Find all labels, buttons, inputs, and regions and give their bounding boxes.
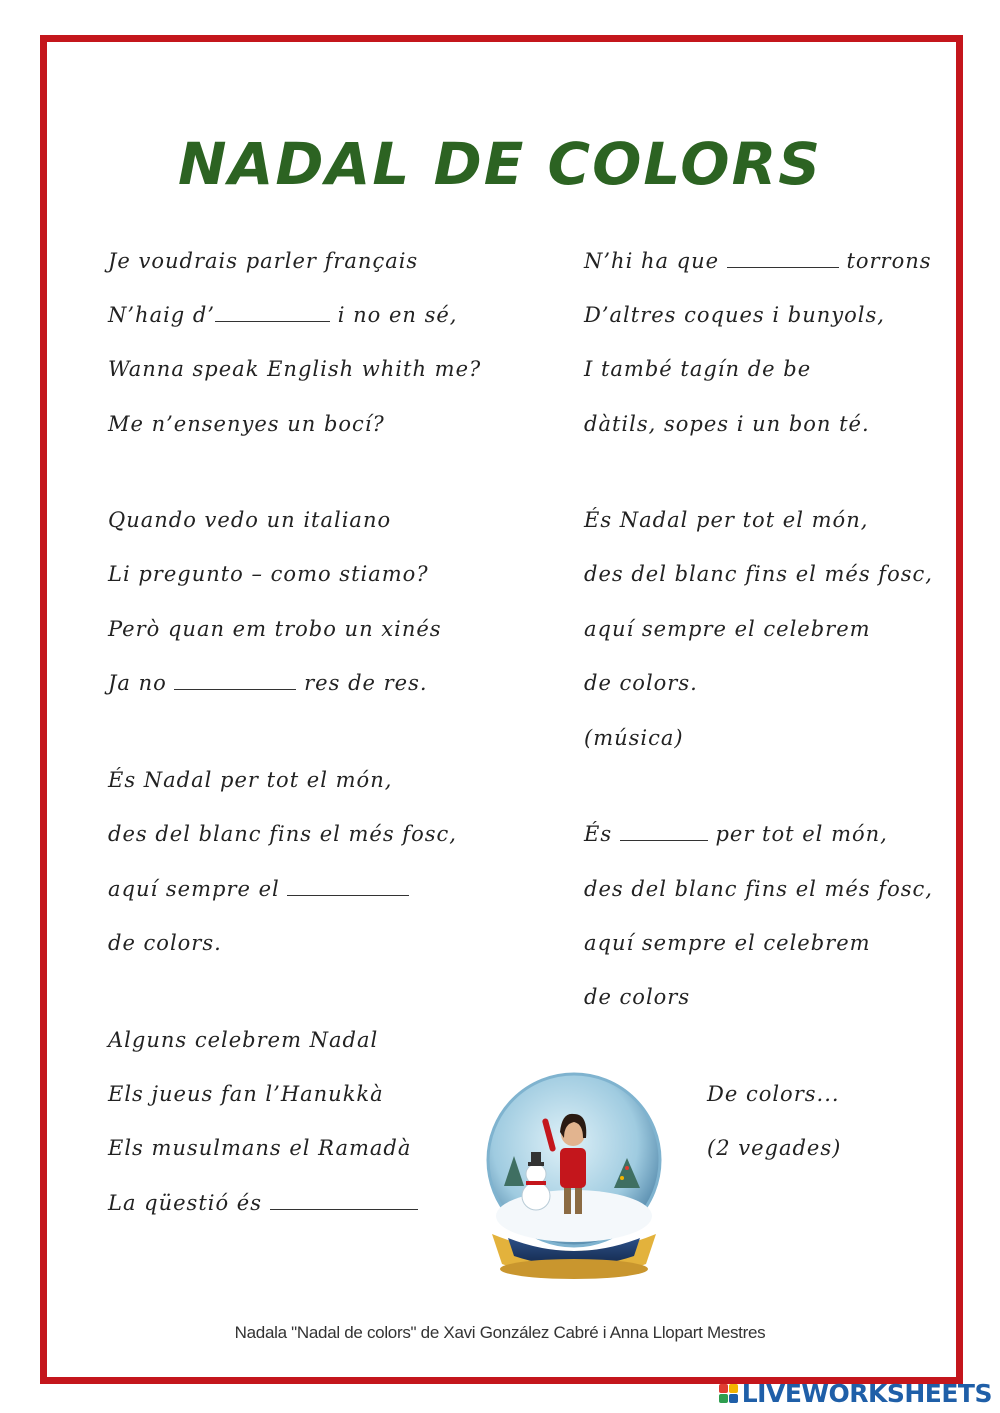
lyric-text: de colors. (108, 931, 222, 955)
lyric-text: des del blanc fins el més fosc, (108, 822, 457, 846)
brand-name: LIVEWORKSHEETS (741, 1378, 992, 1408)
lyric-text: de colors (584, 985, 691, 1009)
lyric-line (584, 670, 698, 696)
lyric-line (108, 248, 418, 274)
lyric-line (108, 670, 428, 696)
liveworksheets-mark-icon (719, 1384, 738, 1403)
lyric-line (584, 561, 933, 587)
lyric-text: i no en sé, (330, 303, 458, 327)
lyric-line (108, 1190, 418, 1216)
lyric-text: Je voudrais parler français (108, 249, 419, 273)
lyric-line (584, 930, 871, 956)
fill-in-blank[interactable] (727, 249, 839, 268)
lyric-text: aquí sempre el celebrem (584, 931, 871, 955)
lyric-text: des del blanc fins el més fosc, (584, 562, 933, 586)
snow-globe-illustration (484, 1068, 664, 1288)
lyric-line (584, 302, 885, 328)
page-title: NADAL DE COLORS (177, 130, 823, 198)
fill-in-blank[interactable] (270, 1191, 418, 1210)
lyric-text: dàtils, sopes i un bon té. (584, 412, 870, 436)
lyric-text: torrons (838, 249, 932, 273)
fill-in-blank[interactable] (287, 877, 409, 896)
fill-in-blank[interactable] (620, 822, 708, 841)
lyric-text: N’hi ha que (584, 249, 727, 273)
lyric-line (108, 302, 457, 328)
lyric-text: aquí sempre el (108, 877, 288, 901)
lyric-text: És (584, 822, 620, 846)
lyric-text: des del blanc fins el més fosc, (584, 877, 933, 901)
lyric-text: de colors. (584, 671, 698, 695)
lyric-line (108, 616, 442, 642)
fill-in-blank[interactable] (174, 671, 296, 690)
lyric-text: Wanna speak English whith me? (108, 357, 482, 381)
lyric-line (108, 561, 429, 587)
lyric-text: Me n’ensenyes un bocí? (108, 412, 385, 436)
lyric-line (108, 507, 391, 533)
lyric-text: per tot el món, (707, 822, 888, 846)
lyric-text: (música) (584, 726, 684, 750)
lyric-line (108, 1081, 384, 1107)
lyric-text: Ja no (108, 671, 175, 695)
lyric-text: Els musulmans el Ramadà (108, 1136, 412, 1160)
lyric-text: D’altres coques i bunyols, (584, 303, 885, 327)
fill-in-blank[interactable] (215, 303, 330, 322)
song-credit: Nadala "Nadal de colors" de Xavi González Cabré i Anna Llopart Mestres (234, 1323, 766, 1342)
lyric-text: Els jueus fan l’Hanukkà (108, 1082, 384, 1106)
lyric-text: Alguns celebrem Nadal (108, 1028, 379, 1052)
lyric-line (584, 616, 871, 642)
lyric-text: Li pregunto – como stiamo? (108, 562, 429, 586)
lyric-line (108, 876, 409, 902)
lyric-line (108, 930, 222, 956)
lyric-line (584, 821, 888, 847)
lyric-line (584, 411, 870, 437)
lyric-text: És Nadal per tot el món, (108, 768, 393, 792)
lyric-line (108, 356, 481, 382)
lyric-line (584, 984, 690, 1010)
outro-line: De colors... (707, 1082, 840, 1106)
lyric-text: aquí sempre el celebrem (584, 617, 871, 641)
lyric-text: Però quan em trobo un xinés (108, 617, 442, 641)
lyric-text: És Nadal per tot el món, (584, 508, 869, 532)
lyric-text: Quando vedo un italiano (108, 508, 392, 532)
lyric-line (108, 821, 457, 847)
lyric-line (108, 1135, 411, 1161)
lyric-line (584, 356, 811, 382)
lyric-line (108, 1027, 378, 1053)
lyric-line (584, 248, 932, 274)
lyric-text: I també tagín de be (584, 357, 812, 381)
liveworksheets-logo[interactable] (719, 1378, 992, 1408)
lyric-line (584, 725, 684, 751)
lyric-text: N’haig d’ (108, 303, 216, 327)
lyric-line (108, 411, 385, 437)
outro-line: (2 vegades) (707, 1136, 842, 1160)
lyric-line (584, 876, 933, 902)
lyric-text: La qüestió és (108, 1191, 270, 1215)
lyric-line (108, 767, 392, 793)
lyric-line (584, 507, 868, 533)
lyric-text: res de res. (296, 671, 428, 695)
